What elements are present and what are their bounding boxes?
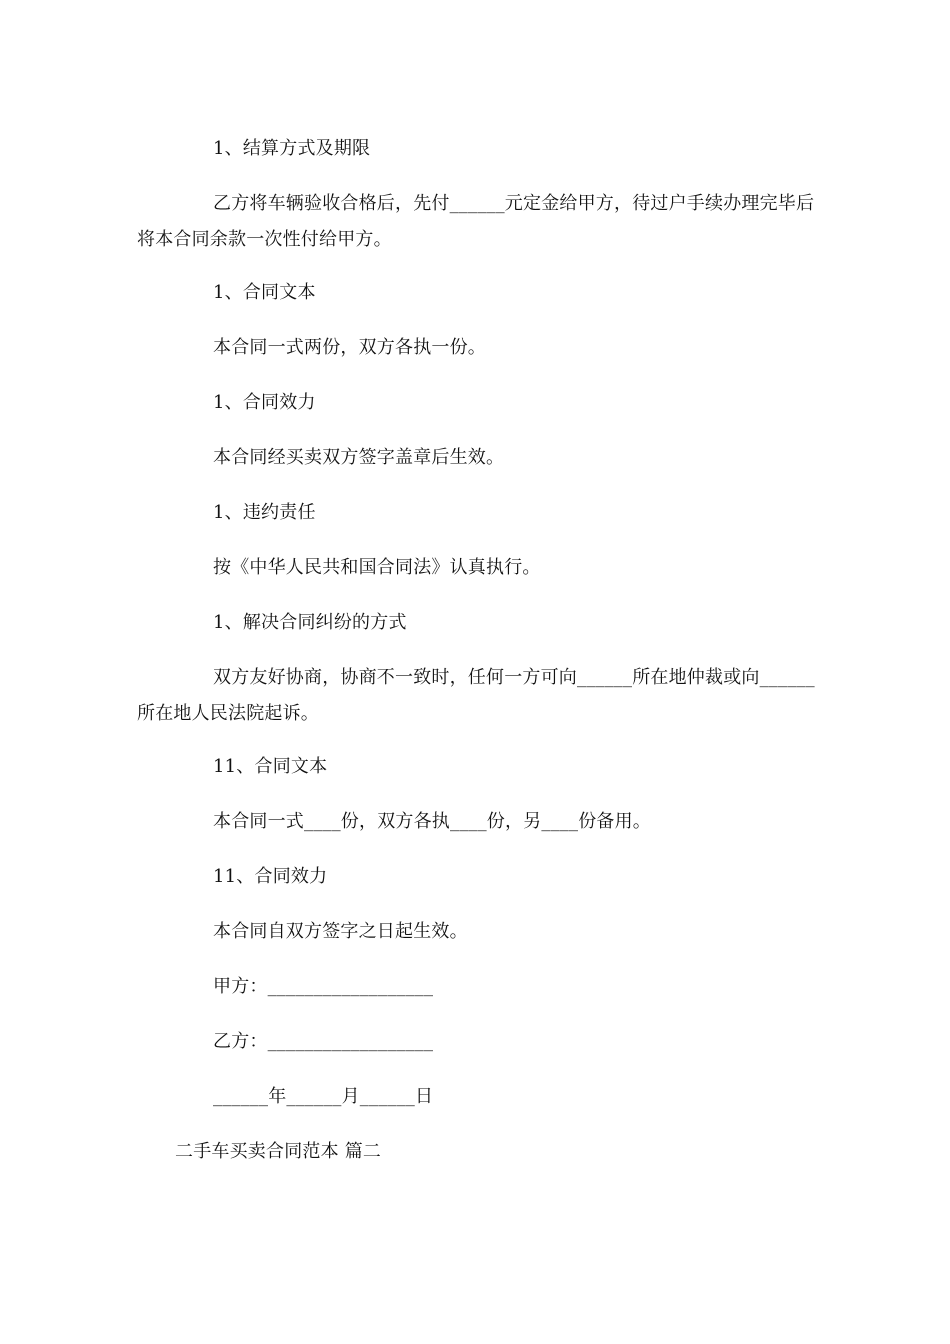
signature-party-b: 乙方：__________________ xyxy=(213,1031,434,1052)
paragraph-settlement: 乙方将车辆验收合格后，先付______元定金给甲方，待过户手续办理完毕后将本合同余款一次性付给甲方。 xyxy=(137,193,815,250)
section-heading-dispute: 1、解决合同纠纷的方式 xyxy=(213,612,407,633)
next-section-title: 二手车买卖合同范本 篇二 xyxy=(175,1141,382,1162)
section-heading-liability: 1、违约责任 xyxy=(213,502,316,523)
signature-party-a: 甲方：__________________ xyxy=(213,976,434,997)
paragraph-contract-effect: 本合同经买卖双方签字盖章后生效。 xyxy=(213,447,505,468)
section-heading-contract-text: 1、合同文本 xyxy=(213,282,316,303)
paragraph-liability: 按《中华人民共和国合同法》认真执行。 xyxy=(213,557,541,578)
section-heading-settlement: 1、结算方式及期限 xyxy=(213,138,371,159)
paragraph-copies-blank: 本合同一式____份，双方各执____份，另____份备用。 xyxy=(213,811,651,832)
section-heading-contract-text-11: 11、合同文本 xyxy=(213,756,328,777)
section-heading-contract-effect: 1、合同效力 xyxy=(213,392,316,413)
section-heading-contract-effect-11: 11、合同效力 xyxy=(213,866,328,887)
paragraph-effective-date: 本合同自双方签字之日起生效。 xyxy=(213,921,468,942)
paragraph-contract-copies: 本合同一式两份，双方各执一份。 xyxy=(213,337,486,358)
paragraph-dispute: 双方友好协商，协商不一致时，任何一方可向______所在地仲裁或向______所在地人民法院起诉。 xyxy=(137,667,815,724)
signature-date: ______年______月______日 xyxy=(213,1086,434,1107)
